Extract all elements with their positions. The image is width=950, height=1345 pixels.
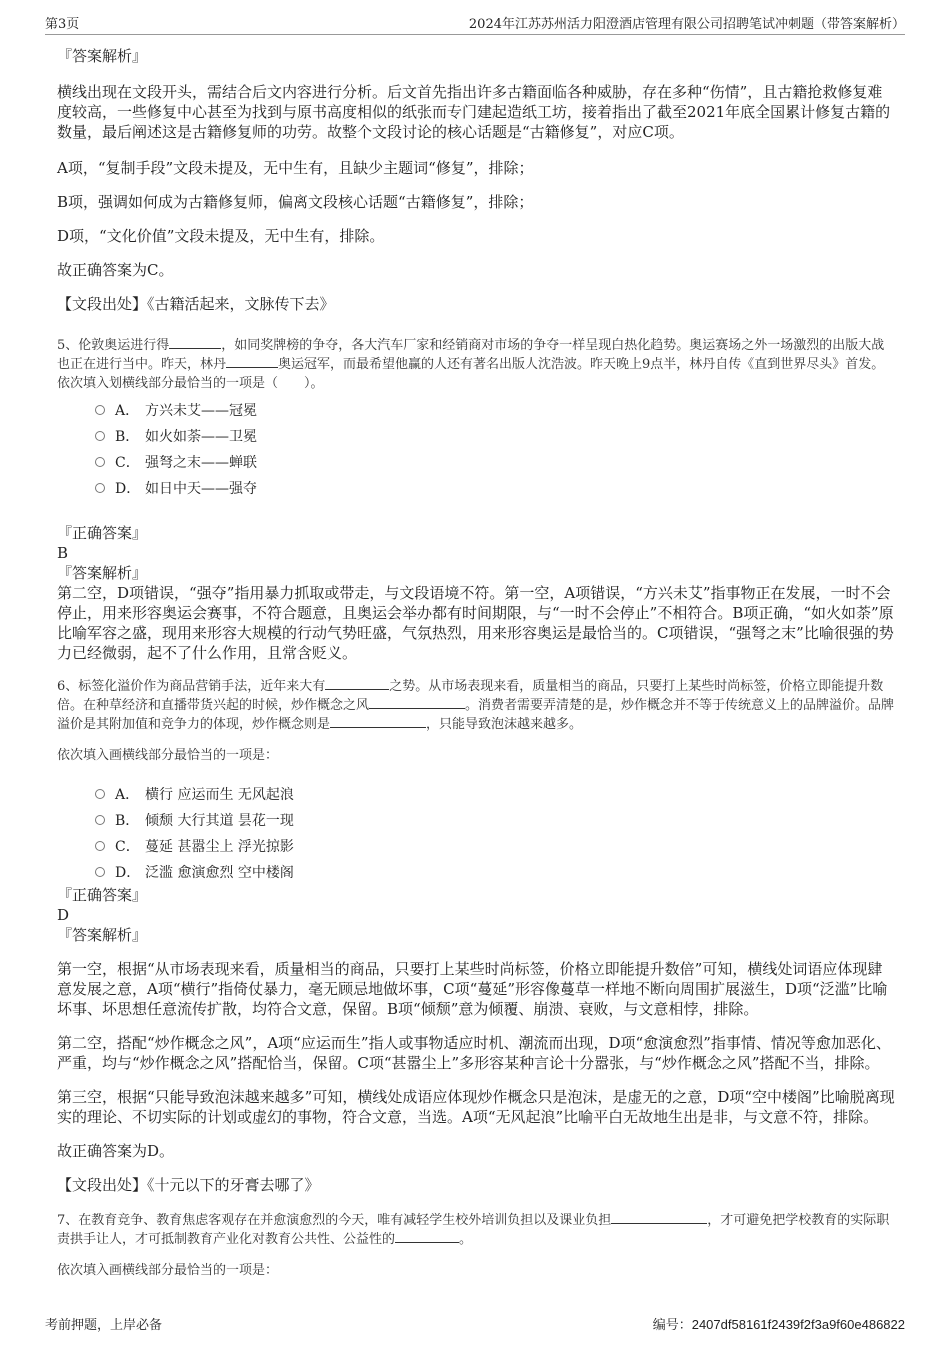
conclusion: 故正确答案为C。 (57, 261, 174, 279)
question-6-stem: 6、标签化溢价作为商品营销手法，近年来大有 之势。从市场表现来看，质量相当的商品，只要打上某些时尚标签，价格立即能提升数倍。在种草经济和直播带货兴起的时候，炒作概念之风 。消费者需要弄清楚的是，炒作概念并不等于传统意义上的品牌溢价。品牌溢价是其附加值和竞争力的体现，炒作概念则是 ，只能导致泡沫越来越多。 (57, 679, 895, 732)
blank (169, 336, 221, 349)
analysis-paragraph: 第三空，根据“只能导致泡沫越来越多”可知，横线处成语应体现炒作概念只是泡沫，是虚无的之意，D项“空中楼阁”比喻脱离现实的理论、不切实际的计划或虚幻的事物，符合文意，当选。A项“无风起浪”比喻平白无故地生出是非，与文意不符，排除。 (57, 1088, 895, 1126)
analysis-paragraph: 第二空，搭配“炒作概念之风”，A项“应运而生”指人或事物适应时机、潮流而出现，D项“愈演愈烈”指事情、情况等愈加恶化、严重，均与“炒作概念之风”搭配恰当，保留。C项“甚嚣尘上”多形容某种言论十分嚣张，与“炒作概念之风”搭配不当，排除。 (57, 1034, 891, 1072)
blank (395, 1230, 459, 1243)
option-a[interactable]: A． 方兴未艾——冠冕 (95, 397, 897, 423)
analysis-option-a: A项，“复制手段”文段未提及，无中生有，且缺少主题词“修复”，排除； (57, 159, 534, 177)
analysis-option-d: D项，“文化价值”文段未提及，无中生有，排除。 (57, 227, 385, 245)
analysis-paragraph: 第一空，根据“从市场表现来看，质量相当的商品，只要打上某些时尚标签，价格立即能提升数倍”可知，横线处词语应体现肆意发展之意，A项“横行”指倚仗暴力，毫无顾忌地做坏事，C项“蔓延”形容像蔓草一样地不断向周围扩展滋生，D项“泛滥”比喻坏事、坏思想任意流传扩散，均符合文意，保留。B项“倾颓”意为倾覆、崩溃、衰败，与文意相悖，排除。 (57, 960, 888, 1018)
document-code: 编号：2407df58161f2439f2f3a9f60e486822 (652, 1317, 905, 1333)
conclusion: 故正确答案为D。 (57, 1142, 175, 1160)
radio-icon[interactable] (95, 431, 105, 441)
analysis-paragraph: 第二空，D项错误，“强夺”指用暴力抓取或带走，与文段语境不符。第一空，A项错误，“方兴未艾”指事物正在发展，一时不会停止，用来形容奥运会赛事，不符合题意，且奥运会举办都有时间期限，与“一时不会停止”不相符合。B项正确，“如火如荼”原比喻军容之盛，现用来形容大规模的行动气势旺盛，气氛热烈，用来形容奥运是最恰当的。C项错误，“强弩之末”比喻很强的势力已经微弱，起不了什么作用，且常含贬义。 (57, 584, 894, 662)
option-c[interactable]: C． 蔓延 甚嚣尘上 浮光掠影 (95, 833, 897, 859)
option-b[interactable]: B． 如火如荼——卫冕 (95, 423, 897, 449)
analysis-title: 『答案解析』 (57, 564, 148, 582)
option-d[interactable]: D． 泛滥 愈演愈烈 空中楼阁 (95, 859, 897, 885)
option-c[interactable]: C． 强弩之末——蝉联 (95, 449, 897, 475)
answer-title: 『正确答案』 (57, 524, 148, 542)
question-6-prompt: 依次填入画横线部分最恰当的一项是： (57, 748, 279, 763)
source: 【文段出处】《古籍活起来，文脉传下去》 (57, 295, 335, 313)
document-title: 2024年江苏苏州活力阳澄酒店管理有限公司招聘笔试冲刺题（带答案解析） (468, 17, 905, 32)
answer-title: 『正确答案』 (57, 886, 148, 904)
analysis-paragraph: 横线出现在文段开头，需结合后文内容进行分析。后文首先指出许多古籍面临各种威胁，存在多种“伤情”，且古籍抢救修复难度较高，一些修复中心甚至为找到与原书高度相似的纸张而专门建起造纸工坊，接着指出了截至2021年底全国累计修复古籍的数量，最后阐述这是古籍修复师的功劳。故整个文段讨论的核心话题是“古籍修复”，对应C项。 (57, 83, 891, 141)
radio-icon[interactable] (95, 789, 105, 799)
analysis-title: 『答案解析』 (57, 47, 148, 65)
option-b[interactable]: B． 倾颓 大行其道 昙花一现 (95, 807, 897, 833)
question-5-stem: 5、伦敦奥运进行得 ，如同奖牌榜的争夺，各大汽车厂家和经销商对市场的争夺一样呈现白热化趋势。奥运赛场之外一场激烈的出版大战也正在进行当中。昨天，林丹 奥运冠军，而最希望他赢的人还有著名出版人沈浩波。昨天晚上9点半，林丹自传《直到世界尽头》首发。 (57, 338, 885, 372)
option-a[interactable]: A． 横行 应运而生 无风起浪 (95, 781, 897, 807)
radio-icon[interactable] (95, 867, 105, 877)
answer: B (57, 544, 69, 562)
question-7-prompt: 依次填入画横线部分最恰当的一项是： (57, 1263, 279, 1278)
source: 【文段出处】《十元以下的牙膏去哪了》 (57, 1176, 320, 1194)
blank (369, 696, 465, 709)
radio-icon[interactable] (95, 405, 105, 415)
radio-icon[interactable] (95, 841, 105, 851)
option-d[interactable]: D． 如日中天——强夺 (95, 475, 897, 501)
analysis-title: 『答案解析』 (57, 926, 148, 944)
blank (325, 677, 389, 690)
question-5-prompt: 依次填入划横线部分最恰当的一项是（ ）。 (57, 376, 324, 391)
answer: D (57, 906, 70, 924)
analysis-option-b: B项，强调如何成为古籍修复师，偏离文段核心话题“古籍修复”，排除； (57, 193, 534, 211)
page-header (45, 10, 905, 35)
radio-icon[interactable] (95, 457, 105, 467)
page-content (57, 46, 897, 1280)
radio-icon[interactable] (95, 815, 105, 825)
blank (330, 715, 426, 728)
question-7-stem: 7、在教育竞争、教育焦虑客观存在并愈演愈烈的今天，唯有减轻学生校外培训负担以及课业负担 ，才可避免把学校教育的实际职责拱手让人，才可抵制教育产业化对教育公共性、公益性的 。 (57, 1213, 890, 1247)
radio-icon[interactable] (95, 483, 105, 493)
blank (611, 1211, 707, 1224)
page-number: 第3页 (45, 17, 80, 32)
blank (226, 355, 278, 368)
footer-slogan: 考前押题，上岸必备 (45, 1318, 163, 1333)
page-footer (45, 1314, 905, 1333)
